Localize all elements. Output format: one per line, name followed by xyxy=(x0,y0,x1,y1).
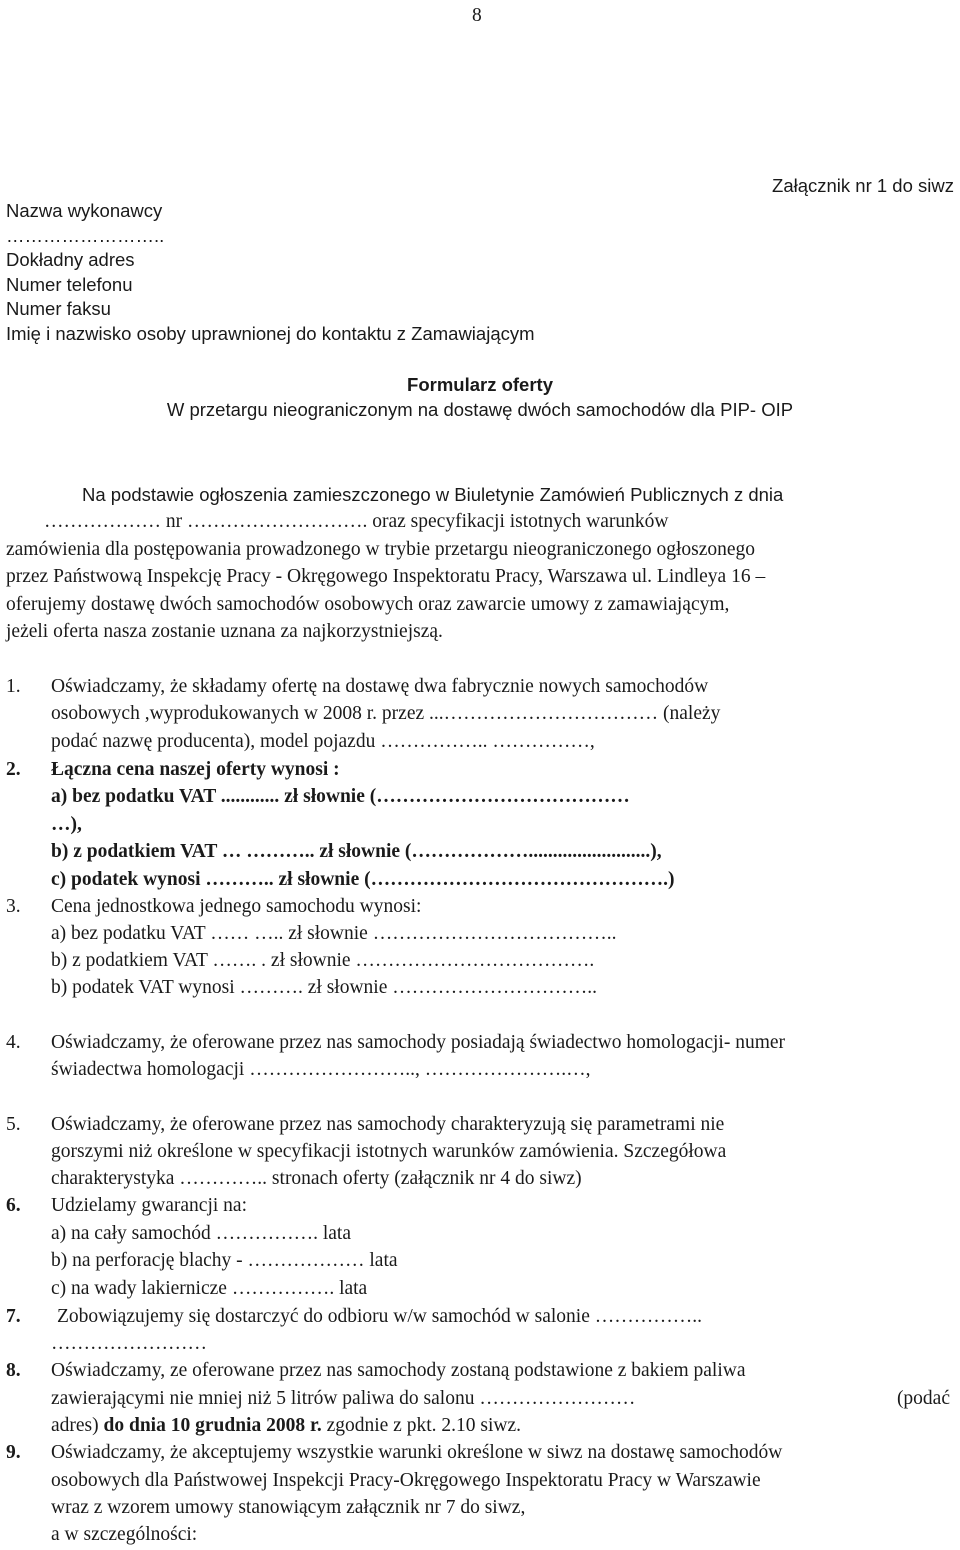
address-word: adres) xyxy=(51,1415,99,1436)
form-title: Formularz oferty xyxy=(407,374,553,395)
item-number: 9. xyxy=(6,1442,21,1463)
item-line: a) bez podatku VAT ............ zł słownie (………………………………… xyxy=(51,786,630,807)
contractor-name-label: Nazwa wykonawcy xyxy=(6,200,163,221)
item-number: 5. xyxy=(6,1114,21,1135)
item-line: świadectwa homologacji …………………….., ………………….…, xyxy=(51,1059,591,1080)
item-line: Oświadczamy, że składamy ofertę na dostawę dwa fabrycznie nowych samochodów xyxy=(51,676,709,697)
phone-label: Numer telefonu xyxy=(6,274,133,295)
item-line: …), xyxy=(51,814,82,835)
contractor-name-dots: …………………….. xyxy=(6,225,165,246)
total-price-heading: Łączna cena naszej oferty wynosi : xyxy=(51,759,340,780)
address-label: Dokładny adres xyxy=(6,249,135,270)
item-line: (podać xyxy=(896,1388,950,1409)
item-line: a) na cały samochód ……………. lata xyxy=(51,1223,351,1244)
item-number: 1. xyxy=(6,676,21,697)
item-number: 2. xyxy=(6,759,21,780)
intro-line: zamówienia dla postępowania prowadzonego w trybie przetargu nieograniczonego ogłoszonego xyxy=(6,539,756,560)
item-line: a w szczególności: xyxy=(51,1524,198,1545)
item-line: b) z podatkiem VAT ……. . zł słownie ………………………………. xyxy=(51,950,595,971)
item-line: Oświadczamy, że akceptujemy wszystkie warunki określone w siwz na dostawę samochodów xyxy=(51,1442,783,1463)
item-line: Oświadczamy, że oferowane przez nas samochody charakteryzują się parametrami nie xyxy=(51,1114,725,1135)
intro-line: ……………… nr ………………………. oraz specyfikacji istotnych warunków xyxy=(44,511,669,532)
item-number: 7. xyxy=(6,1306,21,1327)
item-line: osobowych ,wyprodukowanych w 2008 r. przez ...…………………………… (należy xyxy=(51,703,721,724)
fax-label: Numer faksu xyxy=(6,298,111,319)
item-line: gorszymi niż określone w specyfikacji istotnych warunków zamówienia. Szczegółowa xyxy=(51,1141,727,1162)
item-line: c) na wady lakiernicze ……………. lata xyxy=(51,1278,368,1299)
item-line xyxy=(51,1412,521,1440)
item-line: wraz z wzorem umowy stanowiącym załącznik nr 7 do siwz, xyxy=(51,1497,526,1518)
item-line: Cena jednostkowa jednego samochodu wynosi: xyxy=(51,896,422,917)
item-line: charakterystyka ………….. stronach oferty (załącznik nr 4 do siwz) xyxy=(51,1168,582,1189)
item-line: b) podatek VAT wynosi ………. zł słownie ………………………….. xyxy=(51,977,597,998)
item-line: osobowych dla Państwowej Inspekcji Pracy-Okręgowego Inspektoratu Pracy w Warszawie xyxy=(51,1470,761,1491)
item-line: b) na perforację blachy - ……………… lata xyxy=(51,1250,398,1271)
intro-line: Na podstawie ogłoszenia zamieszczonego w Biuletynie Zamówień Publicznych z dnia xyxy=(82,484,784,505)
item-number: 4. xyxy=(6,1032,21,1053)
item-line: Oświadczamy, że oferowane przez nas samochody posiadają świadectwo homologacji- numer xyxy=(51,1032,786,1053)
item-line: podać nazwę producenta), model pojazdu …………….. ……………, xyxy=(51,731,595,752)
item-line: Udzielamy gwarancji na: xyxy=(51,1195,247,1216)
item-number: 6. xyxy=(6,1195,21,1216)
delivery-date: do dnia 10 grudnia 2008 r. xyxy=(103,1415,322,1436)
item-line: Zobowiązujemy się dostarczyć do odbioru w/w samochód w salonie …………….. xyxy=(57,1306,702,1327)
item-line: …………………… xyxy=(51,1333,207,1354)
item-line: Oświadczamy, ze oferowane przez nas samochody zostaną podstawione z bakiem paliwa xyxy=(51,1360,746,1381)
item-number: 8. xyxy=(6,1360,21,1381)
page-number: 8 xyxy=(472,5,482,26)
intro-line: jeżeli oferta nasza zostanie uznana za najkorzystniejszą. xyxy=(6,621,443,642)
item-line-end: zgodnie z pkt. 2.10 siwz. xyxy=(326,1415,521,1436)
form-subtitle: W przetargu nieograniczonym na dostawę dwóch samochodów dla PIP- OIP xyxy=(166,399,794,420)
item-line: zawierającymi nie mniej niż 5 litrów paliwa do salonu …………………… xyxy=(51,1388,636,1409)
intro-line: oferujemy dostawę dwóch samochodów osobowych oraz zawarcie umowy z zamawiającym, xyxy=(6,594,730,615)
contact-person-label: Imię i nazwisko osoby uprawnionej do kontaktu z Zamawiającym xyxy=(6,323,535,344)
item-number: 3. xyxy=(6,896,21,917)
intro-line: przez Państwową Inspekcję Pracy - Okręgowego Inspektoratu Pracy, Warszawa ul. Lindleya 16 – xyxy=(6,566,766,587)
annex-label: Załącznik nr 1 do siwz xyxy=(772,175,954,196)
item-line: a) bez podatku VAT …… ….. zł słownie ……………………………….. xyxy=(51,923,617,944)
item-line: c) podatek wynosi ……….. zł słownie (……………………………………….) xyxy=(51,869,675,890)
item-line: b) z podatkiem VAT … ……….. zł słownie (……………….........................), xyxy=(51,841,662,862)
